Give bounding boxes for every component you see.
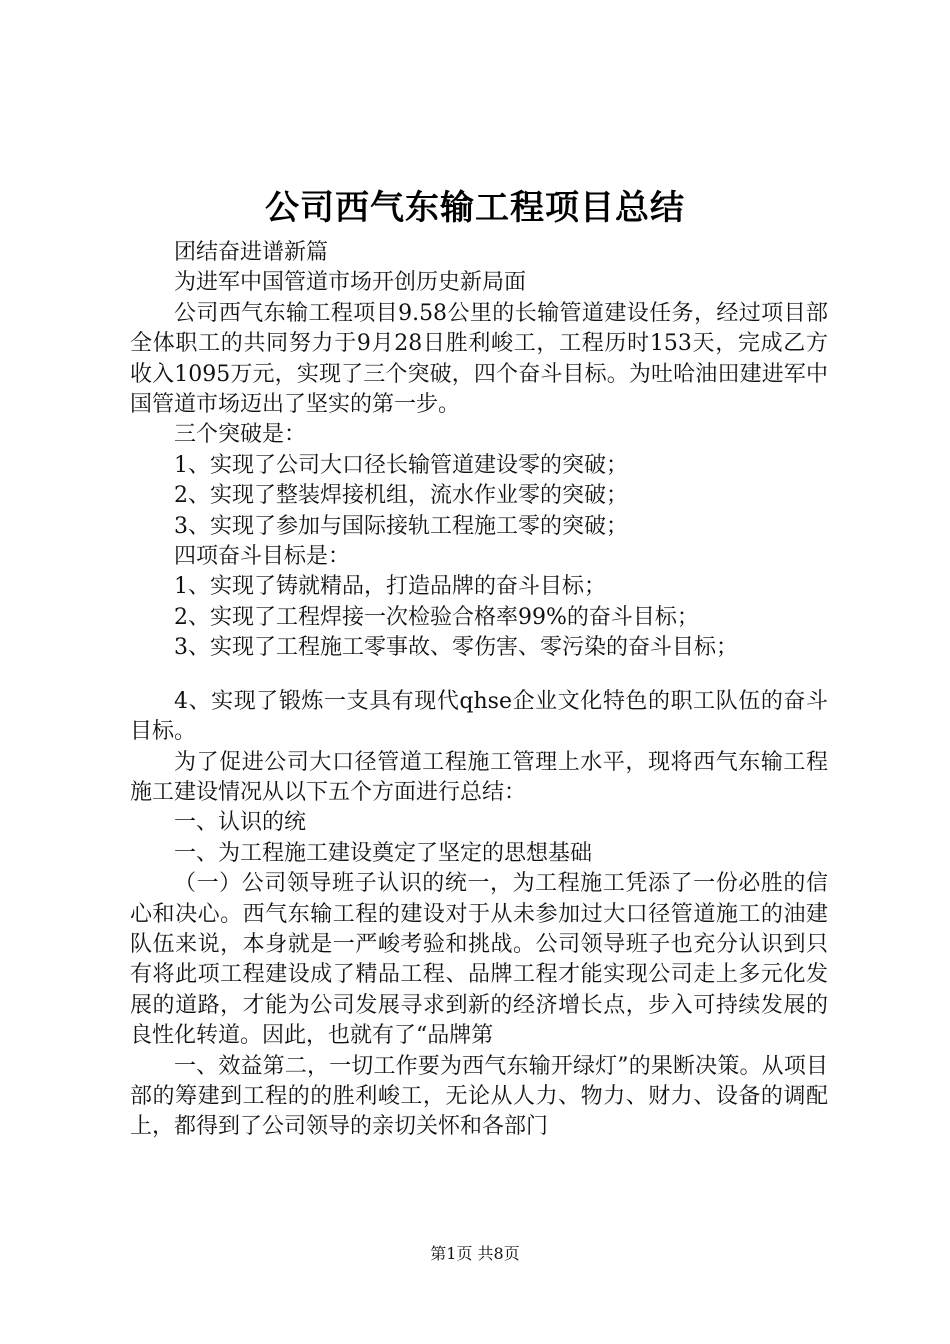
paragraph: 三个突破是： bbox=[174, 422, 307, 448]
paragraph: 2、实现了整装焊接机组，流水作业零的突破； bbox=[174, 483, 628, 509]
paragraph: 3、实现了工程施工零事故、零伤害、零污染的奋斗目标； bbox=[174, 635, 738, 661]
paragraph: 3、实现了参加与国际接轨工程施工零的突破； bbox=[174, 513, 628, 539]
paragraph: 一、效益第二，一切工作要为西气东输开绿灯”的果断决策。从项目部的筹建到工程的的胜利峻工，无论从人力、物力、财力、设备的调配上，都得到了公司领导的亲切关怀和各部门 bbox=[130, 1053, 828, 1140]
paragraph: 一、认识的统 bbox=[174, 810, 307, 836]
paragraph: 为进军中国管道市场开创历史新局面 bbox=[174, 270, 527, 296]
paragraph: 公司西气东输工程项目9.58公里的长输管道建设任务，经过项目部全体职工的共同努力于9月28日胜利峻工，工程历时153天，完成乙方收入1095万元，实现了三个突破，四个奋斗目标。为吐哈油田建进军中国管道市场迈出了坚实的第一步。 bbox=[130, 300, 828, 418]
document-title: 公司西气东输工程项目总结 bbox=[265, 188, 685, 228]
paragraph: 1、实现了铸就精品，打造品牌的奋斗目标； bbox=[174, 574, 606, 600]
paragraph: 1、实现了公司大口径长输管道建设零的突破； bbox=[174, 452, 628, 478]
paragraph: 2、实现了工程焊接一次检验合格率99%的奋斗目标； bbox=[174, 604, 699, 630]
paragraph: 四项奋斗目标是： bbox=[174, 544, 351, 570]
page-footer: 第1页 共8页 bbox=[430, 1244, 520, 1263]
paragraph: 为了促进公司大口径管道工程施工管理上水平，现将西气东输工程施工建设情况从以下五个方面进行总结： bbox=[130, 749, 828, 805]
document-body bbox=[130, 238, 828, 1143]
paragraph: 4、实现了锻炼一支具有现代qhse企业文化特色的职工队伍的奋斗目标。 bbox=[130, 688, 828, 745]
paragraph: 一、为工程施工建设奠定了坚定的思想基础 bbox=[174, 840, 593, 866]
paragraph: 团结奋进谱新篇 bbox=[174, 240, 329, 265]
paragraph: （一）公司领导班子认识的统一，为工程施工凭添了一份必胜的信心和决心。西气东输工程的建设对于从未参加过大口径管道施工的油建队伍来说，本身就是一严峻考验和挑战。公司领导班子也充分认识到只有将此项工程建设成了精品工程、品牌工程才能实现公司走上多元化发展的道路，才能为公司发展寻求到新的经济增长点，步入可持续发展的良性化转道。因此，也就有了“品牌第 bbox=[130, 871, 828, 1049]
